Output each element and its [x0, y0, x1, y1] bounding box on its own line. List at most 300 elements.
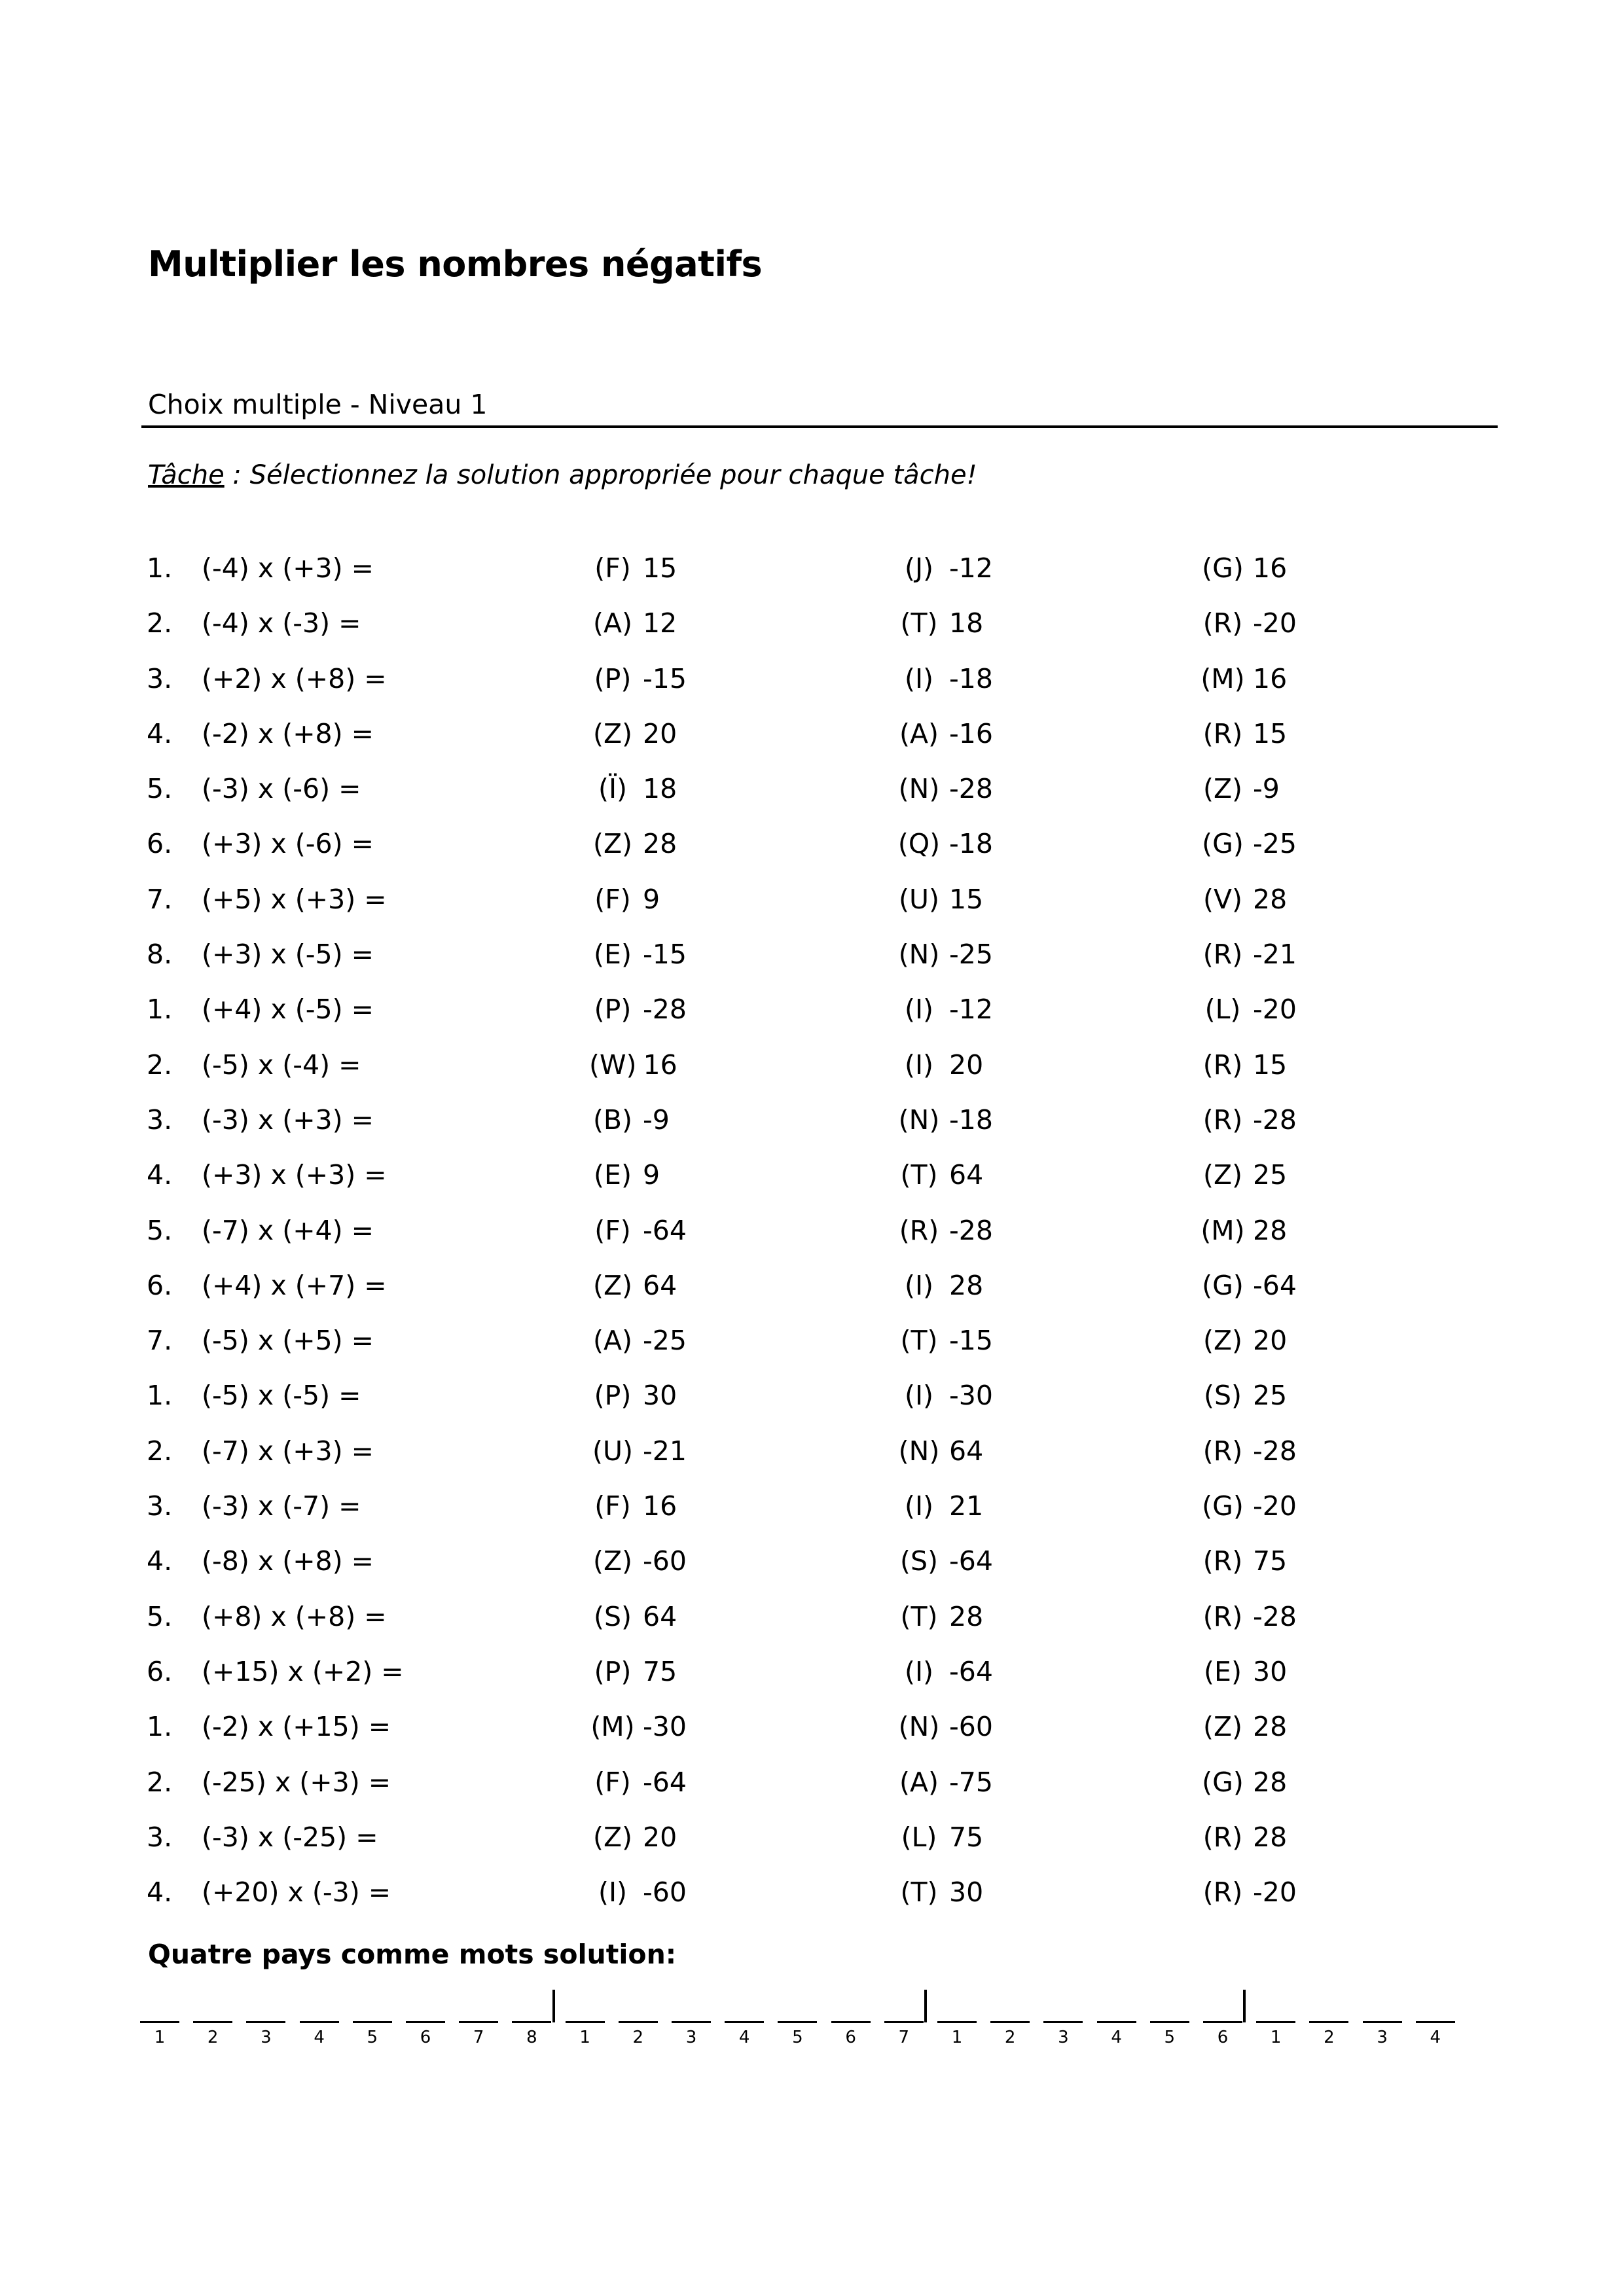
answer-blank[interactable] — [619, 1990, 659, 2047]
blank-line — [1097, 2021, 1136, 2023]
answer-blank[interactable] — [406, 1990, 446, 2047]
answer-blank[interactable] — [512, 1990, 552, 2047]
exercise-number: 3. — [147, 1490, 173, 1522]
answer-option[interactable] — [895, 552, 993, 584]
answer-option[interactable] — [589, 772, 677, 805]
option-value: -28 — [1253, 1600, 1297, 1632]
exercise-row — [0, 1049, 1624, 1103]
option-value: 12 — [643, 607, 677, 639]
option-letter: (R) — [1202, 717, 1243, 749]
option-letter: (T) — [900, 1600, 938, 1632]
answer-option[interactable] — [589, 1049, 677, 1081]
option-letter: (A) — [899, 1766, 939, 1798]
exercise-row — [0, 1821, 1624, 1876]
option-letter: (G) — [1202, 1766, 1244, 1798]
task-text: : Sélectionnez la solution appropriée pour chaque tâche! — [224, 460, 977, 490]
answer-option[interactable] — [589, 827, 677, 860]
answer-option[interactable] — [589, 717, 677, 750]
option-letter: (Z) — [592, 717, 633, 749]
blank-line — [672, 2021, 711, 2023]
exercise-number: 3. — [147, 662, 173, 694]
exercise-list — [0, 552, 1624, 1931]
exercise-expression: (-5) x (+5) = — [202, 1325, 374, 1357]
blank-index: 6 — [845, 2028, 856, 2047]
option-letter: (I) — [598, 1876, 628, 1909]
option-value: -20 — [1253, 1490, 1297, 1522]
answer-option[interactable] — [1199, 827, 1297, 860]
exercise-expression: (+5) x (+3) = — [202, 883, 387, 915]
answer-blank[interactable] — [459, 1990, 499, 2047]
answer-blank[interactable] — [1150, 1990, 1191, 2047]
option-letter: (Z) — [592, 1821, 633, 1853]
exercise-expression: (-2) x (+8) = — [202, 717, 374, 749]
blank-index: 5 — [367, 2028, 378, 2047]
answer-option[interactable] — [895, 1490, 983, 1522]
exercise-row — [0, 993, 1624, 1048]
exercise-row — [0, 1876, 1624, 1931]
answer-option[interactable] — [589, 662, 687, 695]
option-value: 16 — [1253, 662, 1288, 694]
blank-index: 5 — [1164, 2028, 1176, 2047]
answer-option[interactable] — [589, 1710, 687, 1743]
answer-option[interactable] — [895, 1158, 983, 1191]
answer-option[interactable] — [1199, 662, 1287, 695]
level-subtitle: Choix multiple - Niveau 1 — [148, 389, 488, 420]
answer-option[interactable] — [1199, 938, 1297, 971]
option-value: 64 — [949, 1159, 984, 1191]
option-value: -60 — [643, 1545, 687, 1577]
option-letter: (S) — [899, 1545, 939, 1577]
answer-option[interactable] — [1199, 1324, 1287, 1357]
answer-option[interactable] — [1199, 1158, 1287, 1191]
exercise-expression: (-7) x (+4) = — [202, 1214, 374, 1246]
answer-option[interactable] — [589, 1435, 687, 1467]
answer-option[interactable] — [895, 1214, 993, 1247]
exercise-number: 1. — [147, 552, 173, 584]
option-value: 64 — [949, 1435, 984, 1467]
option-value: 30 — [949, 1876, 984, 1909]
answer-option[interactable] — [895, 1324, 993, 1357]
option-value: -28 — [1253, 1103, 1297, 1136]
option-value: -18 — [949, 1103, 993, 1136]
exercise-number: 4. — [147, 1545, 173, 1577]
answer-option[interactable] — [895, 1600, 983, 1633]
answer-blank[interactable] — [1363, 1990, 1403, 2047]
option-value: 15 — [949, 883, 984, 915]
option-value: -9 — [1253, 773, 1280, 805]
blank-index: 1 — [1270, 2028, 1282, 2047]
option-letter: (E) — [594, 1159, 632, 1191]
blank-line — [1416, 2021, 1455, 2023]
exercise-number: 7. — [147, 883, 173, 915]
answer-option[interactable] — [895, 772, 993, 805]
answer-option[interactable] — [589, 883, 660, 916]
option-letter: (E) — [1204, 1655, 1242, 1687]
answer-option[interactable] — [1199, 1379, 1287, 1412]
blank-line — [566, 2021, 605, 2023]
exercise-row — [0, 552, 1624, 607]
answer-blank[interactable] — [831, 1990, 872, 2047]
exercise-row — [0, 1490, 1624, 1545]
exercise-number: 6. — [147, 1269, 173, 1301]
option-letter: (I) — [904, 994, 934, 1026]
answer-option[interactable] — [895, 1655, 993, 1688]
option-value: -15 — [643, 939, 687, 971]
answer-option[interactable] — [895, 1710, 993, 1743]
answer-option[interactable] — [589, 1600, 677, 1633]
blank-index: 4 — [1430, 2028, 1441, 2047]
answer-blank[interactable] — [1256, 1990, 1297, 2047]
exercise-row — [0, 1379, 1624, 1434]
option-letter: (R) — [1202, 1545, 1243, 1577]
option-value: 28 — [1253, 1766, 1288, 1798]
answer-blank[interactable] — [353, 1990, 393, 2047]
answer-blank[interactable] — [1416, 1990, 1456, 2047]
answer-option[interactable] — [895, 1049, 983, 1081]
answer-option[interactable] — [895, 1379, 993, 1412]
blank-index: 3 — [1058, 2028, 1069, 2047]
exercise-number: 4. — [147, 1876, 173, 1909]
option-value: 30 — [643, 1380, 677, 1412]
blank-index: 4 — [314, 2028, 325, 2047]
answer-blank[interactable] — [193, 1990, 234, 2047]
option-value: -75 — [949, 1766, 993, 1798]
answer-blank[interactable] — [937, 1990, 978, 2047]
answer-option[interactable] — [589, 993, 687, 1026]
option-value: 20 — [643, 1821, 677, 1853]
answer-option[interactable] — [895, 1435, 983, 1467]
exercise-number: 7. — [147, 1325, 173, 1357]
answer-blank[interactable] — [300, 1990, 340, 2047]
blank-index: 1 — [951, 2028, 963, 2047]
exercise-row — [0, 827, 1624, 882]
option-letter: (A) — [592, 1325, 633, 1357]
blank-index: 7 — [473, 2028, 484, 2047]
option-letter: (I) — [904, 1049, 934, 1081]
exercise-number: 1. — [147, 1380, 173, 1412]
option-value: -25 — [949, 939, 993, 971]
option-letter: (G) — [1202, 1269, 1244, 1301]
option-value: -30 — [949, 1380, 993, 1412]
solution-heading: Quatre pays comme mots solution: — [148, 1939, 677, 1970]
answer-option[interactable] — [895, 1269, 983, 1302]
option-letter: (Z) — [1202, 1159, 1243, 1191]
answer-blank[interactable] — [140, 1990, 181, 2047]
option-letter: (U) — [898, 883, 939, 915]
exercise-expression: (+4) x (+7) = — [202, 1269, 387, 1301]
option-value: -64 — [949, 1545, 993, 1577]
answer-blank[interactable] — [246, 1990, 287, 2047]
answer-option[interactable] — [1199, 1600, 1297, 1633]
blank-index: 1 — [154, 2028, 166, 2047]
option-value: -28 — [1253, 1435, 1297, 1467]
answer-blank[interactable] — [1097, 1990, 1138, 2047]
option-value: 75 — [1253, 1545, 1288, 1577]
option-value: 28 — [1253, 1214, 1288, 1246]
option-letter: (L) — [1204, 994, 1241, 1026]
option-letter: (P) — [594, 662, 632, 694]
option-value: 30 — [1253, 1655, 1288, 1687]
exercise-row — [0, 1324, 1624, 1379]
answer-option[interactable] — [895, 1876, 983, 1909]
option-value: -28 — [643, 994, 687, 1026]
blank-line — [1363, 2021, 1402, 2023]
option-value: 28 — [1253, 1711, 1288, 1743]
option-value: -25 — [1253, 828, 1297, 860]
option-letter: (G) — [1202, 552, 1244, 584]
answer-option[interactable] — [895, 717, 993, 750]
answer-option[interactable] — [1199, 1821, 1287, 1854]
exercise-expression: (+4) x (-5) = — [202, 994, 374, 1026]
answer-option[interactable] — [1199, 1269, 1297, 1302]
option-value: -20 — [1253, 607, 1297, 639]
answer-option[interactable] — [1199, 1876, 1297, 1909]
option-letter: (Z) — [592, 1269, 633, 1301]
answer-option[interactable] — [589, 1545, 687, 1577]
exercise-row — [0, 1655, 1624, 1710]
option-value: 75 — [949, 1821, 984, 1853]
blank-index: 2 — [1324, 2028, 1335, 2047]
option-value: -64 — [949, 1655, 993, 1687]
answer-blank[interactable] — [778, 1990, 818, 2047]
page-title: Multiplier les nombres négatifs — [148, 243, 763, 285]
option-letter: (Z) — [592, 1545, 633, 1577]
exercise-number: 2. — [147, 1435, 173, 1467]
exercise-row — [0, 883, 1624, 938]
option-value: 28 — [949, 1600, 984, 1632]
answer-blank[interactable] — [1203, 1990, 1244, 2047]
answer-blank[interactable] — [672, 1990, 712, 2047]
option-letter: (F) — [594, 883, 631, 915]
answer-blank[interactable] — [1043, 1990, 1084, 2047]
option-letter: (U) — [592, 1435, 633, 1467]
option-letter: (I) — [904, 662, 934, 694]
exercise-number: 3. — [147, 1821, 173, 1853]
answer-option[interactable] — [589, 1103, 670, 1136]
blank-line — [990, 2021, 1030, 2023]
blank-line — [1256, 2021, 1295, 2023]
answer-option[interactable] — [895, 1766, 993, 1799]
exercise-row — [0, 938, 1624, 993]
exercise-row — [0, 717, 1624, 772]
blank-line — [193, 2021, 232, 2023]
answer-option[interactable] — [589, 607, 677, 639]
option-value: -30 — [643, 1711, 687, 1743]
exercise-expression: (-3) x (-7) = — [202, 1490, 361, 1522]
answer-option[interactable] — [1199, 993, 1297, 1026]
answer-option[interactable] — [895, 993, 993, 1026]
answer-blank[interactable] — [566, 1990, 606, 2047]
answer-option[interactable] — [589, 1324, 687, 1357]
answer-option[interactable] — [895, 1545, 993, 1577]
exercise-number: 3. — [147, 1103, 173, 1136]
blank-line — [725, 2021, 764, 2023]
blank-line — [406, 2021, 445, 2023]
answer-option[interactable] — [1199, 1545, 1287, 1577]
answer-option[interactable] — [895, 1821, 983, 1854]
answer-option[interactable] — [1199, 1655, 1287, 1688]
blank-index: 2 — [1004, 2028, 1016, 2047]
answer-blank[interactable] — [884, 1990, 925, 2047]
option-letter: (V) — [1202, 883, 1243, 915]
option-letter: (R) — [1202, 1435, 1243, 1467]
exercise-number: 6. — [147, 1655, 173, 1687]
option-value: 9 — [643, 1159, 660, 1191]
option-value: -60 — [643, 1876, 687, 1909]
exercise-row — [0, 1103, 1624, 1158]
exercise-number: 2. — [147, 1049, 173, 1081]
blank-index: 4 — [1111, 2028, 1122, 2047]
option-letter: (G) — [1202, 1490, 1244, 1522]
option-letter: (R) — [1202, 939, 1243, 971]
answer-option[interactable] — [1199, 1766, 1287, 1799]
option-value: -12 — [949, 552, 993, 584]
exercise-number: 5. — [147, 1214, 173, 1246]
answer-option[interactable] — [589, 1655, 677, 1688]
option-value: -18 — [949, 828, 993, 860]
option-letter: (G) — [1202, 828, 1244, 860]
answer-option[interactable] — [589, 1821, 677, 1854]
answer-option[interactable] — [1199, 1103, 1297, 1136]
answer-option[interactable] — [1199, 552, 1287, 584]
option-letter: (M) — [1200, 1214, 1245, 1246]
answer-option[interactable] — [589, 1766, 687, 1799]
option-letter: (R) — [899, 1214, 939, 1246]
answer-option[interactable] — [895, 938, 993, 971]
blank-index: 3 — [261, 2028, 272, 2047]
exercise-expression: (+3) x (+3) = — [202, 1159, 387, 1191]
word-separator — [924, 1990, 927, 2022]
answer-option[interactable] — [589, 1214, 687, 1247]
option-value: 18 — [949, 607, 984, 639]
exercise-row — [0, 1269, 1624, 1324]
answer-option[interactable] — [589, 1269, 677, 1302]
blank-line — [300, 2021, 339, 2023]
option-letter: (S) — [1203, 1380, 1242, 1412]
option-value: -15 — [643, 662, 687, 694]
option-letter: (I) — [904, 1380, 934, 1412]
option-value: -21 — [1253, 939, 1297, 971]
answer-option[interactable] — [895, 883, 983, 916]
option-value: 28 — [1253, 883, 1288, 915]
answer-option[interactable] — [895, 662, 993, 695]
option-value: -18 — [949, 662, 993, 694]
blank-line — [1309, 2021, 1348, 2023]
answer-option[interactable] — [589, 1158, 660, 1191]
exercise-number: 8. — [147, 939, 173, 971]
option-value: -20 — [1253, 1876, 1297, 1909]
option-value: 25 — [1253, 1159, 1288, 1191]
option-value: 16 — [1253, 552, 1288, 584]
answer-blank[interactable] — [725, 1990, 765, 2047]
answer-option[interactable] — [589, 938, 687, 971]
answer-option[interactable] — [895, 607, 983, 639]
option-letter: (N) — [898, 1435, 940, 1467]
option-value: 18 — [643, 773, 677, 805]
blank-index: 8 — [526, 2028, 537, 2047]
exercise-row — [0, 607, 1624, 662]
answer-option[interactable] — [589, 1490, 677, 1522]
option-letter: (P) — [594, 994, 632, 1026]
option-letter: (T) — [900, 1159, 938, 1191]
option-letter: (Ï) — [598, 773, 628, 805]
option-letter: (P) — [594, 1380, 632, 1412]
blank-line — [1150, 2021, 1189, 2023]
exercise-row — [0, 1214, 1624, 1269]
blank-line — [1043, 2021, 1083, 2023]
option-letter: (F) — [594, 1490, 631, 1522]
blank-line — [619, 2021, 658, 2023]
option-letter: (S) — [593, 1600, 632, 1632]
exercise-expression: (-4) x (-3) = — [202, 607, 361, 639]
answer-option[interactable] — [1199, 1049, 1287, 1081]
option-letter: (E) — [594, 939, 632, 971]
exercise-expression: (-3) x (-6) = — [202, 773, 361, 805]
exercise-number: 4. — [147, 1159, 173, 1191]
blank-line — [246, 2021, 285, 2023]
answer-option[interactable] — [895, 1103, 993, 1136]
answer-option[interactable] — [589, 552, 677, 584]
exercise-number: 1. — [147, 1711, 173, 1743]
exercise-expression: (-3) x (-25) = — [202, 1821, 378, 1853]
option-letter: (B) — [592, 1103, 633, 1136]
answer-option[interactable] — [1199, 1435, 1297, 1467]
exercise-row — [0, 1600, 1624, 1655]
option-letter: (R) — [1202, 1821, 1243, 1853]
answer-option[interactable] — [589, 1379, 677, 1412]
exercise-row — [0, 1710, 1624, 1765]
answer-option[interactable] — [1199, 1490, 1297, 1522]
answer-option[interactable] — [1199, 772, 1280, 805]
answer-option[interactable] — [1199, 717, 1287, 750]
blank-index: 6 — [420, 2028, 431, 2047]
option-letter: (Z) — [1202, 1711, 1243, 1743]
option-letter: (A) — [899, 717, 939, 749]
option-value: 20 — [949, 1049, 984, 1081]
answer-blank[interactable] — [1309, 1990, 1350, 2047]
exercise-number: 6. — [147, 828, 173, 860]
answer-blank[interactable] — [990, 1990, 1031, 2047]
blank-line — [778, 2021, 817, 2023]
option-letter: (F) — [594, 1766, 631, 1798]
option-letter: (F) — [594, 552, 631, 584]
answer-option[interactable] — [895, 827, 993, 860]
blank-index: 1 — [579, 2028, 590, 2047]
option-letter: (I) — [904, 1269, 934, 1301]
option-value: -64 — [643, 1214, 687, 1246]
answer-option[interactable] — [589, 1876, 687, 1909]
blank-index: 5 — [792, 2028, 803, 2047]
word-separator — [1243, 1990, 1246, 2022]
option-value: -28 — [949, 1214, 993, 1246]
option-value: 15 — [1253, 1049, 1288, 1081]
option-value: 16 — [643, 1490, 677, 1522]
answer-option[interactable] — [1199, 883, 1287, 916]
option-letter: (A) — [592, 607, 633, 639]
option-value: 15 — [1253, 717, 1288, 749]
exercise-number: 5. — [147, 1600, 173, 1632]
option-letter: (N) — [898, 1103, 940, 1136]
answer-option[interactable] — [1199, 1214, 1287, 1247]
option-letter: (F) — [594, 1214, 631, 1246]
option-value: 16 — [643, 1049, 677, 1081]
task-instruction — [148, 460, 977, 490]
answer-option[interactable] — [1199, 607, 1297, 639]
answer-option[interactable] — [1199, 1710, 1287, 1743]
option-letter: (I) — [904, 1490, 934, 1522]
exercise-expression: (-25) x (+3) = — [202, 1766, 391, 1798]
option-value: -64 — [643, 1766, 687, 1798]
